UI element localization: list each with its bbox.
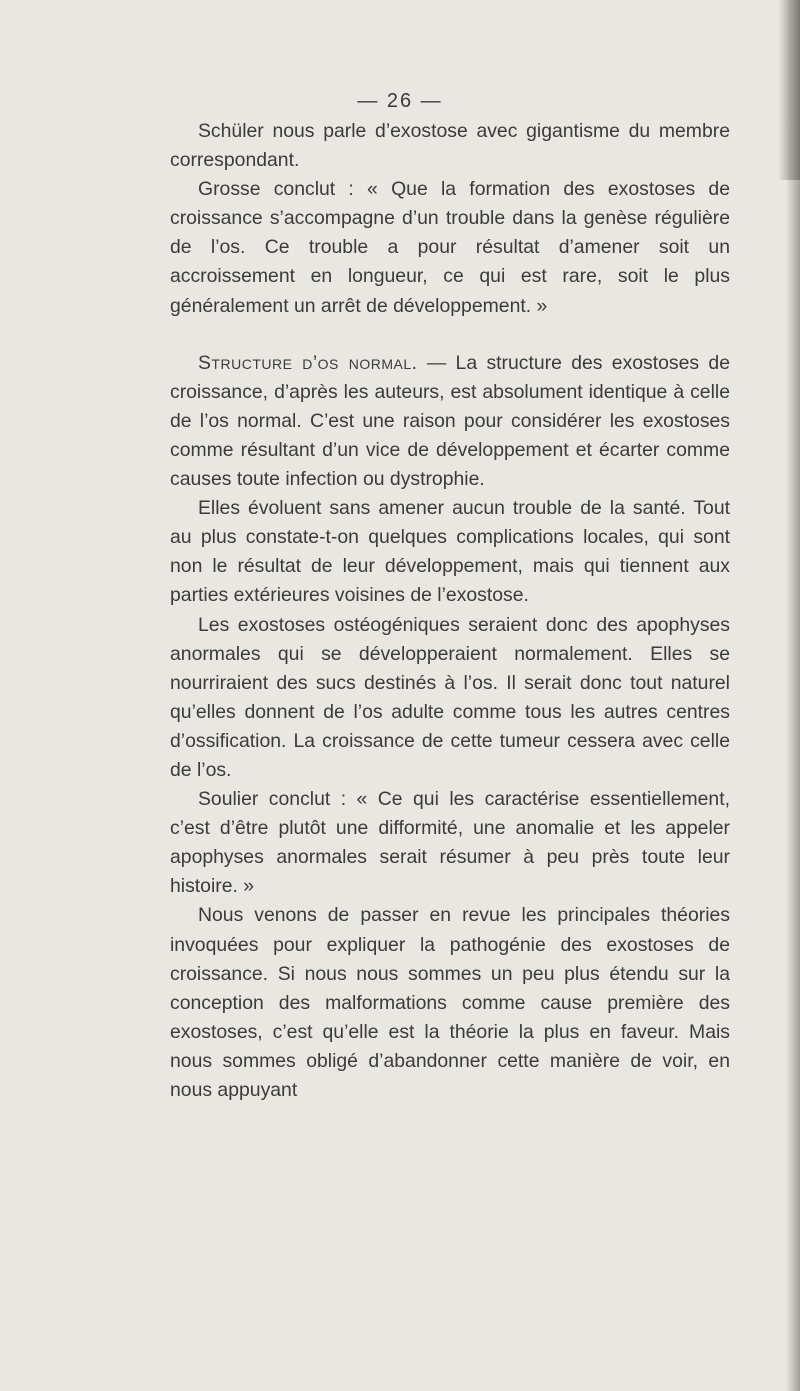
paragraph-apophyses: Les exostoses ostéogéniques seraient donc des apophyses anormales qui se développeraient normalement. Elles se nourriraient des sucs destinés à l’os. Il serait donc tout naturel qu’elles donnent de l’os adulte comme tous les autres centres d’ossification. La croissance de cette tumeur cessera avec celle de l’os. xyxy=(170,613,730,781)
paragraph-structure xyxy=(170,349,730,494)
paragraph-grosse: Grosse conclut : « Que la formation des exostoses de croissance s’accompagne d’un trouble dans la genèse régulière de l’os. Ce trouble a pour résultat d’amener soit un accroissement en longueur, ce qui est rare, soit le plus généralement un arrêt de développement. » xyxy=(170,178,730,317)
paragraph-soulier: Soulier conclut : « Ce qui les caractérise essentiellement, c’est d’être plutôt une difformité, une anomalie et les appeler apophyses anormales serait résumer à peu près toute leur histoire. » xyxy=(170,788,730,898)
paragraph-theories: Nous venons de passer en revue les principales théories invoquées pour expliquer la pathogénie des exostoses de croissance. Si nous nous sommes un peu plus étendu sur la conception des malformations comme cause première des exostoses, c’est qu’elle est la théorie la plus en faveur. Mais nous sommes obligé d’abandonner cette manière de voir, en nous appuyant xyxy=(170,904,730,1101)
body-text xyxy=(170,117,730,1105)
page-number: — 26 — xyxy=(357,90,443,112)
page-edge-shadow xyxy=(786,0,800,1391)
paragraph-evolution: Elles évoluent sans amener aucun trouble de la santé. Tout au plus constate-t-on quelques complications locales, qui sont non le résultat de leur développement, mais qui tiennent aux parties extérieures voisines de l’exostose. xyxy=(170,497,730,607)
paragraph-schuler: Schüler nous parle d’exostose avec gigantisme du membre correspondant. xyxy=(170,120,730,172)
paragraph-structure-text: — La structure des exostoses de croissance, d’après les auteurs, est absolument identique à celle de l’os normal. C’est une raison pour considérer les exostoses comme résultant d’un vice de développement et écarter comme causes toute infection ou dystrophie. xyxy=(170,351,730,491)
section-heading: Structure d’os normal. xyxy=(198,351,418,374)
